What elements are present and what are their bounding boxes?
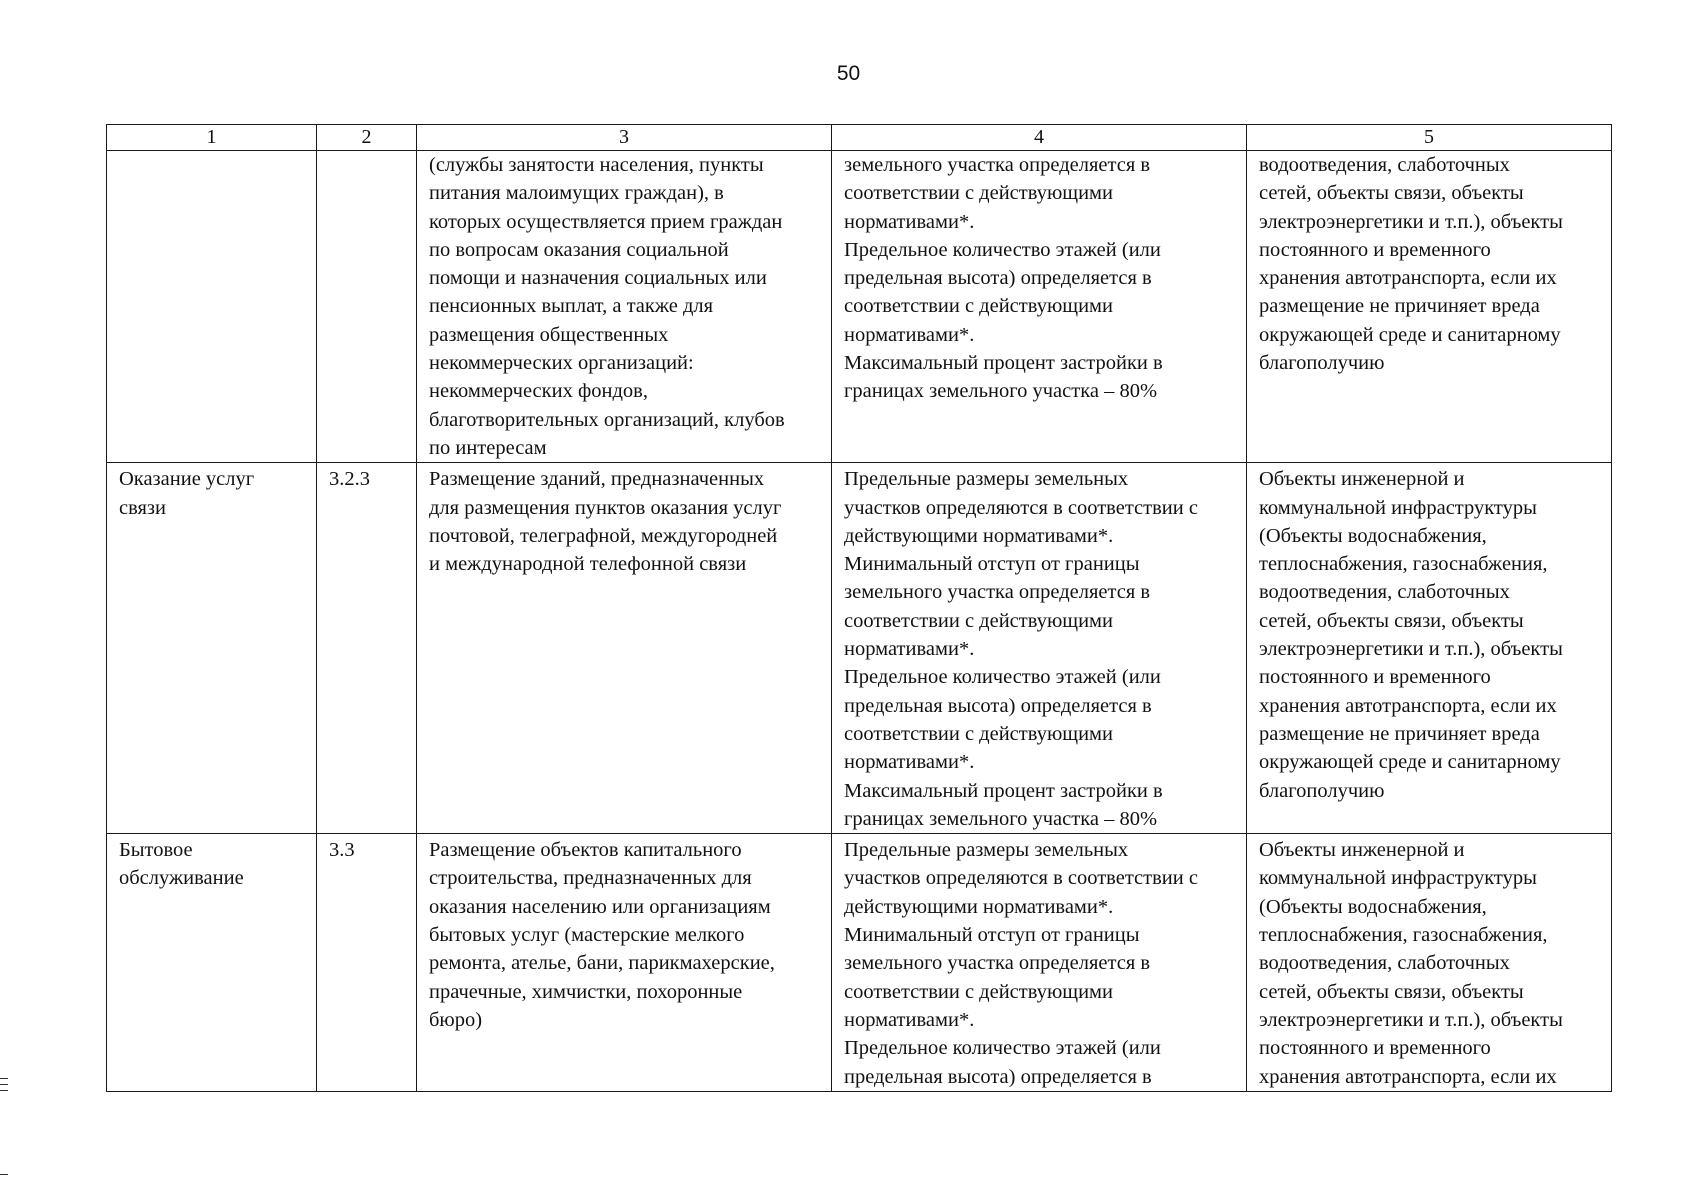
use-code-cell [317,463,417,834]
table-header-row [107,125,1612,151]
land-use-table [106,124,1612,1092]
column-header-1: 1 [107,125,317,151]
table-row [107,463,1612,834]
scan-edge-mark [0,1090,8,1091]
auxiliary-uses: Объекты инженерной и коммунальной инфраструктуры (Объекты водоснабжения, теплоснабжения, газоснабжения, водоотведения, слаботочных сетей, объекты связи, объекты электроэнергетики и т.п.), объекты постоянного и временного хранения автотранспорта, если их размещение не причиняет вреда окружающей среде и санитарному благополучию [1259,468,1563,802]
auxiliary-uses-cell [1247,151,1612,463]
table-row [107,834,1612,1092]
use-code: 3.2.3 [329,468,370,491]
use-description-cell [417,834,832,1092]
use-name: Оказание услуг связи [119,468,255,519]
column-header-3: 3 [417,125,832,151]
scan-edge-mark [0,1084,8,1085]
auxiliary-uses-cell [1247,834,1612,1092]
column-header-2: 2 [317,125,417,151]
use-description-cell [417,463,832,834]
use-name-cell [107,463,317,834]
use-parameters-cell [832,151,1247,463]
use-name-cell [107,834,317,1092]
page-number: 50 [836,62,861,85]
use-name: Бытовое обслуживание [119,839,244,890]
use-code: 3.3 [329,839,355,862]
use-code-cell [317,151,417,463]
table-row [107,151,1612,463]
use-parameters-cell [832,463,1247,834]
column-header-5: 5 [1247,125,1612,151]
auxiliary-uses: Объекты инженерной и коммунальной инфраструктуры (Объекты водоснабжения, теплоснабжения, газоснабжения, водоотведения, слаботочных сетей, объекты связи, объекты электроэнергетики и т.п.), объекты постоянного и временного хранения автотранспорта, если их [1259,839,1563,1088]
use-name-cell [107,151,317,463]
use-parameters-cell [832,834,1247,1092]
use-description: (службы занятости населения, пункты питания малоимущих граждан), в которых осуществляется прием граждан по вопросам оказания социальной помощи и назначения социальных или пенсионных выплат, а также для размещения общественных некоммерческих организаций: некоммерческих фондов, благотворительных организаций, клубов по интересам [429,154,785,459]
column-header-4: 4 [832,125,1247,151]
auxiliary-uses: водоотведения, слаботочных сетей, объекты связи, объекты электроэнергетики и т.п.), объекты постоянного и временного хранения автотранспорта, если их размещение не причиняет вреда окружающей среде и санитарному благополучию [1259,154,1563,375]
auxiliary-uses-cell [1247,463,1612,834]
use-parameters: земельного участка определяется в соответствии с действующими нормативами*. Предельное количество этажей (или предельная высота) определяется в соответствии с действующими нормативами*. Максимальный процент застройки в границах земельного участка – 80% [844,154,1163,403]
use-description: Размещение объектов капитального строительства, предназначенных для оказания населению или организациям бытовых услуг (мастерские мелкого ремонта, ателье, бани, парикмахерские, прачечные, химчистки, похоронные бюро) [429,839,775,1031]
use-description: Размещение зданий, предназначенных для размещения пунктов оказания услуг почтовой, телеграфной, междугородней и международной телефонной связи [429,468,782,576]
use-code-cell [317,834,417,1092]
scan-edge-mark [0,1174,8,1175]
scan-edge-mark [0,1078,8,1079]
use-description-cell [417,151,832,463]
use-parameters: Предельные размеры земельных участков определяются в соответствии с действующими нормативами*. Минимальный отступ от границы земельного участка определяется в соответствии с действующими нормативами*. Предельное количество этажей (или предельная высота) определяется в соответствии с действующими нормативами*. Максимальный процент застройки в границах земельного участка – 80% [844,468,1198,830]
use-parameters: Предельные размеры земельных участков определяются в соответствии с действующими нормативами*. Минимальный отступ от границы земельного участка определяется в соответствии с действующими нормативами*. Предельное количество этажей (или предельная высота) определяется в [844,839,1198,1088]
